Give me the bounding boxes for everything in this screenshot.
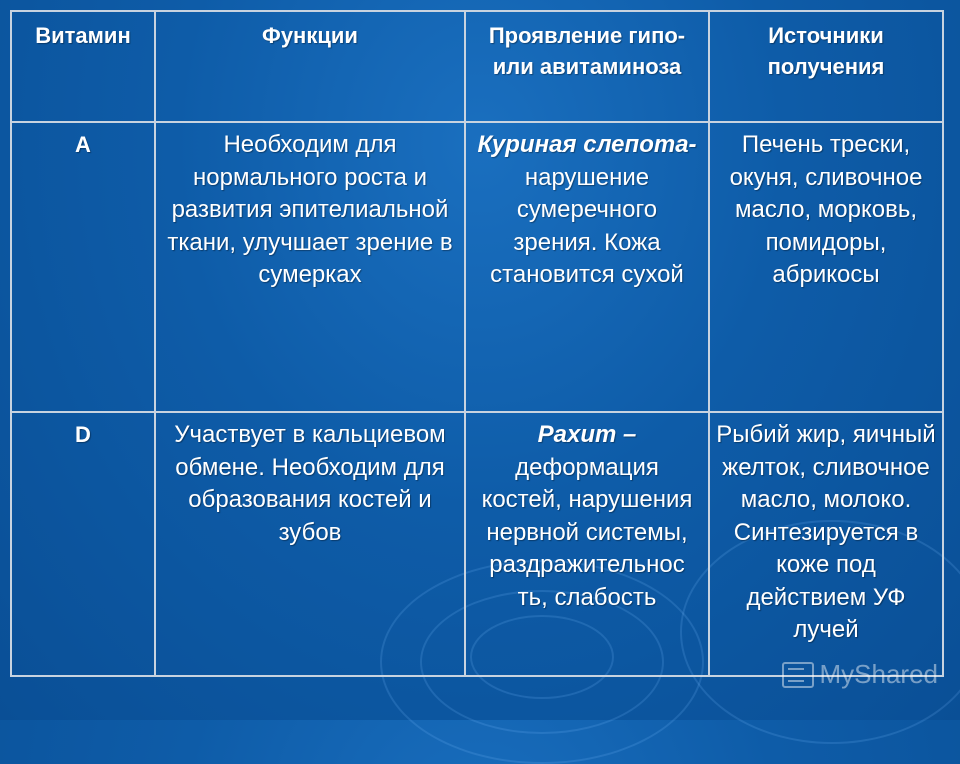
header-manifestation: Проявление гипо- или авитаминоза	[465, 11, 709, 122]
watermark	[782, 659, 939, 690]
table-header-row	[11, 11, 943, 122]
functions-cell: Участвует в кальциевом обмене. Необходим для образования костей и зубов	[155, 412, 465, 676]
vitamin-cell: A	[11, 122, 155, 412]
deficiency-description: нарушение сумеречного зрения. Кожа становится сухой	[490, 163, 684, 288]
deficiency-term: Куриная слепота-	[477, 131, 697, 158]
deficiency-term: Рахит –	[537, 421, 637, 448]
functions-cell: Необходим для нормального роста и развития эпителиальной ткани, улучшает зрение в сумерках	[155, 122, 465, 412]
table-row	[11, 122, 943, 412]
header-functions: Функции	[155, 11, 465, 122]
manifestation-cell	[465, 412, 709, 676]
deficiency-description: деформация костей, нарушения нервной системы, раздражительнос ть, слабость	[481, 453, 693, 611]
header-sources: Источники получения	[709, 11, 943, 122]
manifestation-cell	[465, 122, 709, 412]
myshared-logo-icon	[782, 662, 814, 688]
header-vitamin: Витамин	[11, 11, 155, 122]
sources-cell: Печень трески, окуня, сливочное масло, морковь, помидоры, абрикосы	[709, 122, 943, 412]
vitamin-cell: D	[11, 412, 155, 676]
vitamin-table	[10, 10, 944, 677]
sources-cell: Рыбий жир, яичный желток, сливочное масло, молоко. Синтезируется в коже под действием УФ лучей	[709, 412, 943, 676]
watermark-text: MyShared	[819, 659, 938, 689]
table-row	[11, 412, 943, 676]
